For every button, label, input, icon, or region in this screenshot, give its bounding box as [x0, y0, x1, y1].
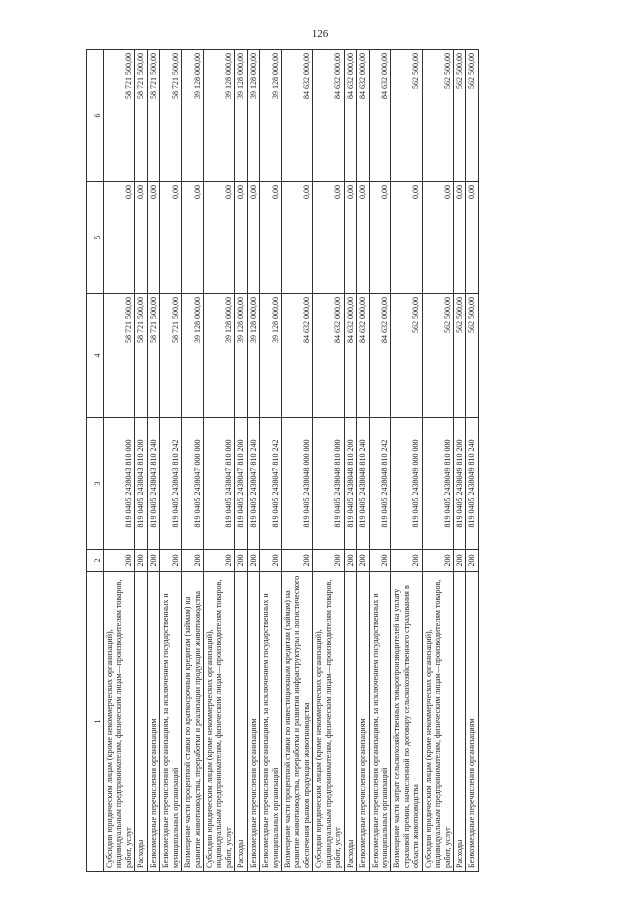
row-value-cell: 39 128 000,00 [182, 50, 204, 182]
row-value-cell: 0,00 [160, 182, 182, 294]
row-name-cell: Субсидии юридическим лицам (кроме некоммерческих организаций), индивидуальным предпринимателям, физическим лицам—производителям товаров, работ, услуг [422, 572, 453, 872]
row-value-cell: 562 500,00 [422, 50, 453, 182]
row-value-cell: 0,00 [422, 182, 453, 294]
row-code-cell: 200 [391, 550, 422, 572]
row-value-cell: 0,00 [147, 182, 159, 294]
row-code-cell: 200 [182, 550, 204, 572]
table-row [147, 50, 159, 872]
row-value-cell: 84 632 000,00 [369, 50, 391, 182]
row-value-cell: 0,00 [247, 182, 259, 294]
table-row [357, 50, 369, 872]
row-value-cell: 0,00 [369, 182, 391, 294]
row-code-cell: 200 [160, 550, 182, 572]
table-row [135, 50, 147, 872]
row-name-cell: Субсидии юридическим лицам (кроме некоммерческих организаций), индивидуальным предпринимателям, физическим лицам—производителям товаров, работ, услуг [104, 572, 135, 872]
table-row [369, 50, 391, 872]
table-row [313, 50, 344, 872]
row-kbk-cell: 819 0405 2438049 000 000 [391, 418, 422, 550]
table-row [422, 50, 453, 872]
row-value-cell: 562 500,00 [466, 50, 478, 182]
row-value-cell: 0,00 [182, 182, 204, 294]
row-name-cell: Безвозмездные перечисления организациям, за исключением государственных и муниципальных организаций [160, 572, 182, 872]
row-value-cell: 562 500,00 [454, 294, 466, 418]
row-code-cell: 200 [247, 550, 259, 572]
row-name-cell: Расходы [344, 572, 356, 872]
row-kbk-cell: 819 0405 2438043 810 242 [160, 418, 182, 550]
row-code-cell: 200 [344, 550, 356, 572]
row-value-cell: 0,00 [454, 182, 466, 294]
row-name-cell: Возмещение части процентной ставки по инвестиционным кредитам (займам) на развитие животноводства, переработки и развития инфраструктуры и логистического обеспечения рынков продукции животноводства [282, 572, 313, 872]
row-kbk-cell: 819 0405 2438047 000 000 [182, 418, 204, 550]
header-cell: 3 [87, 418, 104, 550]
row-name-cell: Расходы [135, 572, 147, 872]
row-code-cell: 200 [135, 550, 147, 572]
table-body [104, 50, 479, 872]
row-kbk-cell: 819 0405 2438043 810 000 [104, 418, 135, 550]
row-kbk-cell: 819 0405 2438047 810 240 [247, 418, 259, 550]
row-value-cell: 58 721 500,00 [160, 50, 182, 182]
row-code-cell: 200 [357, 550, 369, 572]
row-kbk-cell: 819 0405 2438048 810 000 [313, 418, 344, 550]
row-kbk-cell: 819 0405 2438048 810 242 [369, 418, 391, 550]
row-value-cell: 0,00 [344, 182, 356, 294]
row-value-cell: 84 632 000,00 [282, 50, 313, 182]
row-value-cell: 84 632 000,00 [282, 294, 313, 418]
row-value-cell: 39 128 000,00 [260, 294, 282, 418]
header-cell: 2 [87, 550, 104, 572]
row-name-cell: Безвозмездные перечисления организациям, за исключением государственных и муниципальных организаций [260, 572, 282, 872]
row-name-cell: Расходы [454, 572, 466, 872]
row-value-cell: 84 632 000,00 [313, 50, 344, 182]
row-code-cell: 200 [282, 550, 313, 572]
row-code-cell: 200 [147, 550, 159, 572]
row-code-cell: 200 [203, 550, 234, 572]
header-cell: 5 [87, 182, 104, 294]
row-name-cell: Безвозмездные перечисления организациям [466, 572, 478, 872]
row-value-cell: 562 500,00 [422, 294, 453, 418]
row-kbk-cell: 819 0405 2438049 810 240 [466, 418, 478, 550]
row-value-cell: 39 128 000,00 [260, 50, 282, 182]
row-name-cell: Возмещение части затрат сельскохозяйственных товаропроизводителей на уплату страховой премии, начисленной по договору сельскохозяйственного страхования в области животноводства [391, 572, 422, 872]
row-name-cell: Безвозмездные перечисления организациям, за исключением государственных и муниципальных организаций [369, 572, 391, 872]
row-value-cell: 0,00 [357, 182, 369, 294]
row-value-cell: 39 128 000,00 [203, 294, 234, 418]
row-value-cell: 58 721 500,00 [104, 294, 135, 418]
row-name-cell: Безвозмездные перечисления организациям [247, 572, 259, 872]
row-kbk-cell: 819 0405 2438047 810 200 [235, 418, 247, 550]
row-code-cell: 200 [422, 550, 453, 572]
row-value-cell: 39 128 000,00 [235, 50, 247, 182]
row-value-cell: 0,00 [391, 182, 422, 294]
row-value-cell: 0,00 [203, 182, 234, 294]
page-number: 126 [311, 28, 329, 40]
row-code-cell: 200 [235, 550, 247, 572]
row-value-cell: 0,00 [282, 182, 313, 294]
table-row [282, 50, 313, 872]
row-kbk-cell: 819 0405 2438047 810 000 [203, 418, 234, 550]
table-row [203, 50, 234, 872]
row-value-cell: 0,00 [135, 182, 147, 294]
row-value-cell: 562 500,00 [391, 294, 422, 418]
header-cell: 1 [87, 572, 104, 872]
row-value-cell: 84 632 000,00 [369, 294, 391, 418]
row-value-cell: 58 721 500,00 [104, 50, 135, 182]
row-value-cell: 84 632 000,00 [313, 294, 344, 418]
row-code-cell: 200 [260, 550, 282, 572]
table-row [466, 50, 478, 872]
table-row [454, 50, 466, 872]
row-kbk-cell: 819 0405 2438049 810 000 [422, 418, 453, 550]
row-value-cell: 39 128 000,00 [247, 294, 259, 418]
row-value-cell: 39 128 000,00 [203, 50, 234, 182]
row-value-cell: 84 632 000,00 [344, 50, 356, 182]
row-value-cell: 0,00 [235, 182, 247, 294]
row-name-cell: Субсидии юридическим лицам (кроме некоммерческих организаций), индивидуальным предпринимателям, физическим лицам—производителям товаров, работ, услуг [313, 572, 344, 872]
table-row [260, 50, 282, 872]
table-row [344, 50, 356, 872]
row-kbk-cell: 819 0405 2438048 810 240 [357, 418, 369, 550]
row-name-cell: Субсидии юридическим лицам (кроме некоммерческих организаций), индивидуальным предпринимателям, физическим лицам—производителям товаров, работ, услуг [203, 572, 234, 872]
row-value-cell: 0,00 [104, 182, 135, 294]
rotated-table-container [86, 50, 591, 872]
row-value-cell: 39 128 000,00 [182, 294, 204, 418]
row-code-cell: 200 [369, 550, 391, 572]
row-value-cell: 58 721 500,00 [135, 294, 147, 418]
row-value-cell: 39 128 000,00 [247, 50, 259, 182]
row-value-cell: 39 128 000,00 [235, 294, 247, 418]
row-value-cell: 0,00 [313, 182, 344, 294]
row-name-cell: Расходы [235, 572, 247, 872]
row-value-cell: 562 500,00 [454, 50, 466, 182]
row-kbk-cell: 819 0405 2438048 810 200 [344, 418, 356, 550]
row-value-cell: 562 500,00 [391, 50, 422, 182]
row-name-cell: Возмещение части процентной ставки по краткосрочным кредитам (займам) на развитие животноводства, переработки и реализации продукции животноводства [182, 572, 204, 872]
table-row [391, 50, 422, 872]
row-kbk-cell: 819 0405 2438047 810 242 [260, 418, 282, 550]
row-value-cell: 58 721 500,00 [147, 50, 159, 182]
row-kbk-cell: 819 0405 2438048 000 000 [282, 418, 313, 550]
row-kbk-cell: 819 0405 2438043 810 240 [147, 418, 159, 550]
row-value-cell: 0,00 [466, 182, 478, 294]
row-code-cell: 200 [454, 550, 466, 572]
row-value-cell: 562 500,00 [466, 294, 478, 418]
table-row [235, 50, 247, 872]
row-kbk-cell: 819 0405 2438043 810 200 [135, 418, 147, 550]
row-value-cell: 58 721 500,00 [160, 294, 182, 418]
table-row [160, 50, 182, 872]
row-name-cell: Безвозмездные перечисления организациям [357, 572, 369, 872]
row-value-cell: 58 721 500,00 [135, 50, 147, 182]
budget-table [86, 49, 479, 872]
header-cell: 4 [87, 294, 104, 418]
row-value-cell: 0,00 [260, 182, 282, 294]
table-row [247, 50, 259, 872]
row-value-cell: 58 721 500,00 [147, 294, 159, 418]
row-kbk-cell: 819 0405 2438049 810 200 [454, 418, 466, 550]
row-value-cell: 84 632 000,00 [344, 294, 356, 418]
row-code-cell: 200 [466, 550, 478, 572]
header-cell: 6 [87, 50, 104, 182]
row-code-cell: 200 [104, 550, 135, 572]
table-row [182, 50, 204, 872]
row-code-cell: 200 [313, 550, 344, 572]
table-header-row [87, 50, 104, 872]
row-value-cell: 84 632 000,00 [357, 50, 369, 182]
table-row [104, 50, 135, 872]
row-value-cell: 84 632 000,00 [357, 294, 369, 418]
row-name-cell: Безвозмездные перечисления организациям [147, 572, 159, 872]
